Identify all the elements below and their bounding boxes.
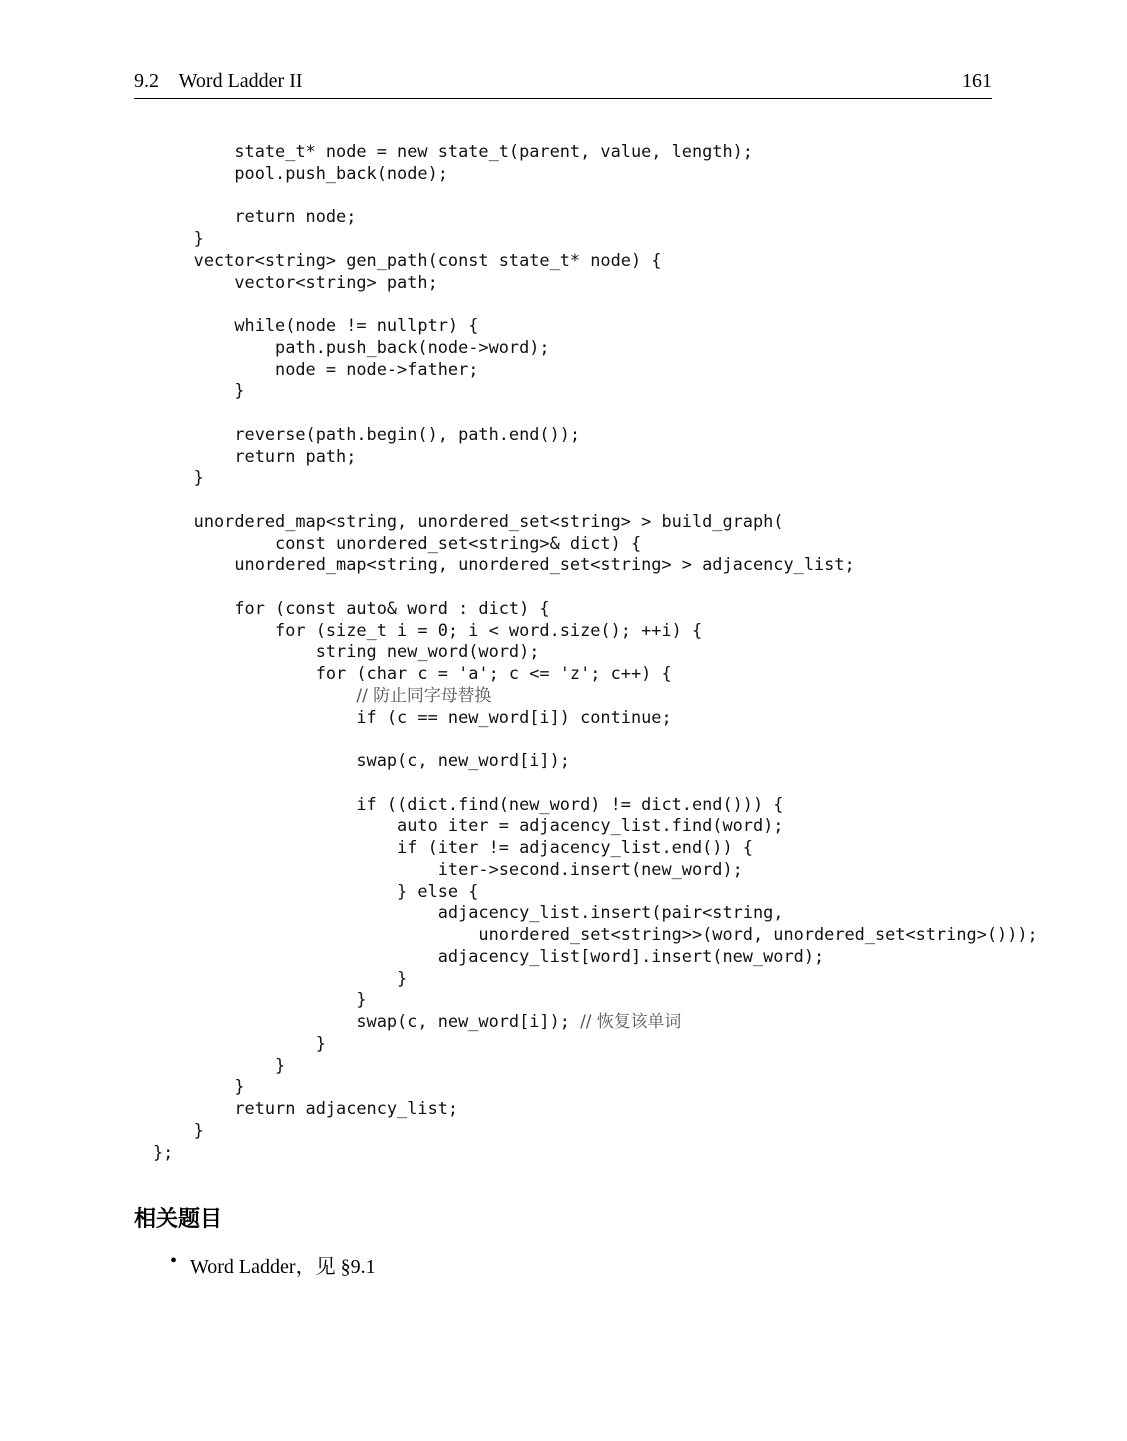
- code-line: pool.push_back(node);: [153, 162, 448, 183]
- code-line: string new_word(word);: [153, 641, 540, 662]
- code-line: swap(c, new_word[i]); // 恢复该单词: [153, 1011, 682, 1031]
- code-line: for (size_t i = 0; i < word.size(); ++i) {: [153, 619, 703, 640]
- code-listing: [153, 141, 1038, 1163]
- related-problem-item: [170, 1250, 376, 1279]
- code-line: }: [153, 989, 367, 1010]
- code-line: }: [153, 1119, 204, 1140]
- code-line: }: [153, 967, 408, 988]
- code-line: }: [153, 228, 204, 248]
- code-line: };: [153, 1141, 174, 1162]
- code-line: unordered_map<string, unordered_set<string> > build_graph(: [153, 510, 784, 531]
- code-line: for (const auto& word : dict) {: [153, 597, 550, 618]
- code-line: adjacency_list[word].insert(new_word);: [153, 945, 825, 966]
- code-comment: // 恢复该单词: [580, 1011, 682, 1031]
- code-line: if (iter != adjacency_list.end()) {: [153, 837, 753, 857]
- code-line: auto iter = adjacency_list.find(word);: [153, 815, 784, 836]
- section-title: 9.2 Word Ladder II: [134, 70, 303, 92]
- code-line: }: [153, 1054, 286, 1075]
- code-line: path.push_back(node->word);: [153, 336, 550, 357]
- code-line: if (c == new_word[i]) continue;: [153, 706, 672, 727]
- code-line: [153, 685, 491, 705]
- bullet-icon: •: [170, 1250, 178, 1272]
- related-problems-list: [170, 1250, 376, 1279]
- code-line: iter->second.insert(new_word);: [153, 858, 743, 879]
- code-line: state_t* node = new state_t(parent, value, length);: [153, 141, 753, 161]
- running-header: [134, 70, 992, 99]
- code-line: node = node->father;: [153, 358, 479, 379]
- code-line: vector<string> gen_path(const state_t* node) {: [153, 249, 662, 270]
- code-line: }: [153, 1076, 245, 1097]
- code-line: }: [153, 1032, 326, 1053]
- code-line: } else {: [153, 880, 479, 901]
- code-line: for (char c = 'a'; c <= 'z'; c++) {: [153, 663, 672, 683]
- code-line: adjacency_list.insert(pair<string,: [153, 902, 784, 923]
- code-line: }: [153, 380, 245, 401]
- page-number: 161: [962, 70, 992, 92]
- code-line: const unordered_set<string>& dict) {: [153, 532, 642, 553]
- code-line: while(node != nullptr) {: [153, 315, 479, 335]
- code-line: reverse(path.begin(), path.end());: [153, 423, 581, 444]
- code-line: if ((dict.find(new_word) != dict.end())) {: [153, 793, 784, 814]
- code-line: }: [153, 467, 204, 488]
- code-line: vector<string> path;: [153, 271, 438, 292]
- code-line: swap(c, new_word[i]);: [153, 750, 570, 770]
- code-line: return adjacency_list;: [153, 1098, 459, 1118]
- related-problems-heading: 相关题目: [134, 1207, 223, 1232]
- code-line: unordered_set<string>>(word, unordered_set<string>()));: [153, 924, 1038, 944]
- related-problem-text: Word Ladder，见 §9.1: [190, 1256, 376, 1278]
- code-line: unordered_map<string, unordered_set<string> > adjacency_list;: [153, 554, 855, 575]
- code-line: return node;: [153, 206, 357, 227]
- code-comment: // 防止同字母替换: [356, 684, 492, 705]
- code-line: return path;: [153, 445, 357, 466]
